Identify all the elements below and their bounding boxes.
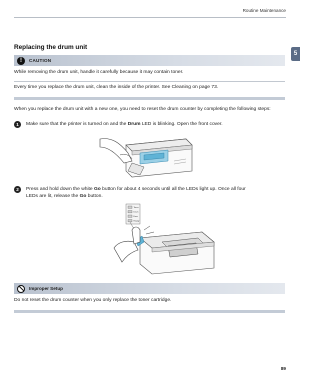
step-1-text [26, 121, 286, 128]
improper-setup-text: Do not reset the drum counter when you only replace the toner cartridge. [14, 298, 172, 303]
step-2-text [26, 186, 288, 200]
improper-setup-label: Improper Setup [29, 285, 63, 291]
caution-text: While removing the drum unit, handle it carefully because it may contain toner. [14, 70, 184, 75]
step-number-2: 2 [14, 186, 21, 193]
improper-setup-bottom-bar [14, 310, 285, 313]
led-label-error: Error [133, 216, 138, 218]
section-heading: Replacing the drum unit [14, 44, 88, 51]
caution-label: CAUTION [29, 57, 52, 63]
step-1-text-after: LED is blinking. Open the front cover. [140, 122, 223, 127]
go-button-name-2: Go [79, 194, 87, 199]
step-2-line1-after: button for about 4 seconds until all the LEDs light up. Once all four [100, 187, 246, 192]
step-1-text-before: Make sure that the printer is turned on and the [26, 122, 128, 127]
drum-led-name: Drum [127, 122, 141, 127]
intro-paragraph: When you replace the drum unit with a new one, you need to reset the drum counter by completing the following steps: [14, 107, 271, 112]
page-number: 89 [280, 366, 286, 371]
step-2-line2-before: LEDs are lit, release the [26, 194, 80, 199]
led-label-toner: Toner [133, 207, 139, 209]
caution-divider [14, 81, 285, 82]
chapter-tab[interactable]: 5 [291, 47, 300, 61]
open-front-cover-illustration [98, 131, 198, 179]
go-button-name: Go [93, 187, 101, 192]
led-label-ready: Ready [133, 220, 140, 223]
improper-setup-banner [14, 283, 285, 294]
led-label-drum: Drum [133, 211, 139, 214]
warning-icon: ! [17, 57, 25, 65]
step-2-line1-before: Press and hold down the white [26, 187, 94, 192]
step-number-1: 1 [14, 121, 21, 128]
step-2-line2-after: button. [86, 194, 103, 199]
running-header-title: Routine Maintenance [242, 8, 286, 13]
press-go-button-illustration [110, 202, 222, 276]
header-divider [14, 17, 286, 18]
cleaning-note-text: Every time you replace the drum unit, clean the inside of the printer. See Cleaning on page 73. [14, 85, 219, 90]
caution-banner [14, 55, 285, 66]
cleaning-note [14, 85, 285, 90]
caution-bottom-bar [14, 97, 285, 100]
prohibited-icon [17, 285, 25, 293]
